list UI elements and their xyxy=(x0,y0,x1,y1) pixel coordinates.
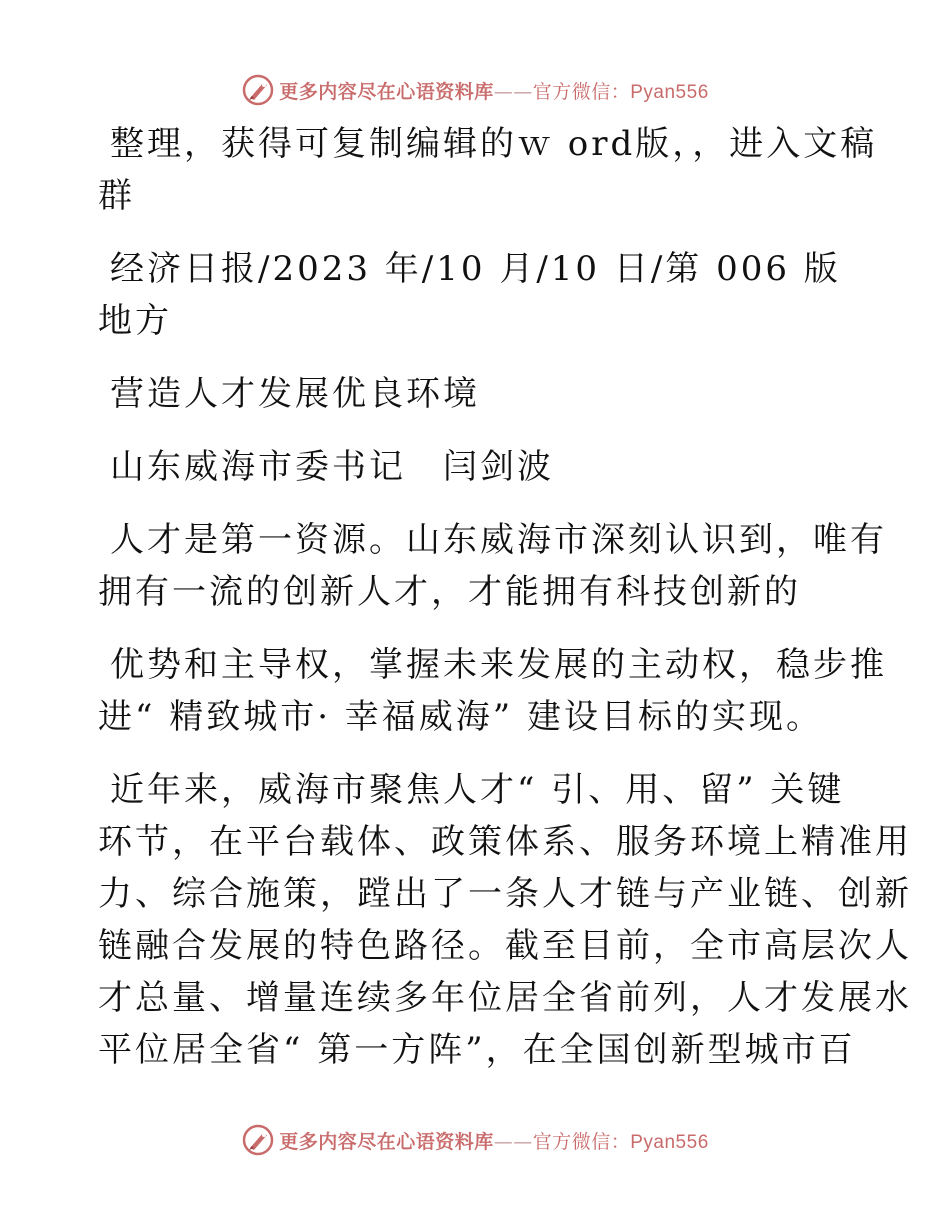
quill-pen-logo-icon xyxy=(241,73,275,107)
paragraph-line: 进“ 精致城市· 幸福威海” 建设目标的实现。 xyxy=(98,697,823,737)
watermark-text xyxy=(279,1127,709,1154)
article-title: 营造人才发展优良环境 xyxy=(110,374,480,414)
quill-pen-logo-icon xyxy=(241,1123,275,1157)
watermark-brand: 更多内容尽在心语资料库 xyxy=(279,80,494,103)
document-body xyxy=(98,118,912,1097)
paragraph-line: 平位居全省“ 第一方阵”，在全国创新型城市百 xyxy=(98,1030,856,1070)
paragraph-line: 链融合发展的特色路径。截至目前，全市高层次人 xyxy=(98,926,912,966)
paragraph-line: 拥有一流的创新人才，才能拥有科技创新的 xyxy=(98,572,801,612)
header-watermark xyxy=(0,70,950,110)
paragraph-line: 力、综合施策，蹚出了一条人才链与产业链、创新 xyxy=(98,874,912,914)
intro-line: 群 xyxy=(98,176,135,216)
byline: 山东威海市委书记 闫剑波 xyxy=(110,447,554,487)
watermark-official-label: 官方微信： xyxy=(532,1130,631,1153)
paragraph-line: 近年来，威海市聚焦人才“ 引、用、留” 关键 xyxy=(110,770,845,810)
paragraph-line: 环节，在平台载体、政策体系、服务环境上精准用 xyxy=(98,822,912,862)
body-paragraph-3 xyxy=(98,764,912,1076)
footer-watermark xyxy=(0,1120,950,1160)
watermark-separator: —— xyxy=(493,1130,533,1153)
watermark-handle: Pyan556 xyxy=(630,81,709,103)
intro-paragraph xyxy=(98,118,878,222)
paragraph-line: 人才是第一资源。山东威海市深刻认识到，唯有 xyxy=(110,520,887,560)
watermark-separator: —— xyxy=(493,80,533,103)
watermark-text xyxy=(279,77,709,104)
intro-line: 整理，获得可复制编辑的ｗ ord版，，进入文稿 xyxy=(110,124,878,164)
body-paragraph-1 xyxy=(98,514,887,618)
paragraph-line: 优势和主导权，掌握未来发展的主动权，稳步推 xyxy=(110,645,887,685)
source-line: 经济日报/2023 年/10 月/10 日/第 006 版地方 xyxy=(98,249,841,341)
paragraph-line: 才总量、增量连续多年位居全省前列，人才发展水 xyxy=(98,978,912,1018)
watermark-official-label: 官方微信： xyxy=(532,80,631,103)
watermark-handle: Pyan556 xyxy=(630,1131,709,1153)
watermark-brand: 更多内容尽在心语资料库 xyxy=(279,1130,494,1153)
body-paragraph-2 xyxy=(98,639,887,743)
